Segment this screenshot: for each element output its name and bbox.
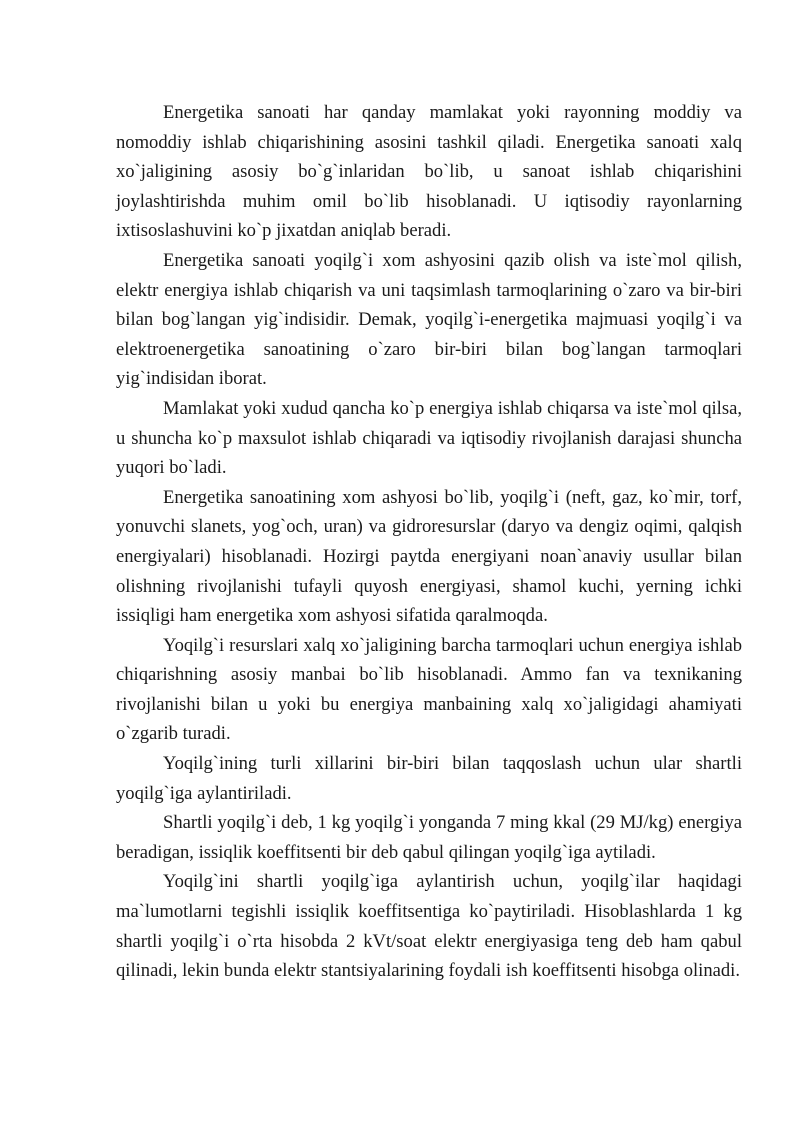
document-page: [116, 98, 742, 986]
paragraph-3: Mamlakat yoki xudud qancha ko`p energiya ishlab chiqarsa va iste`mol qilsa, u shuncha ko`p maxsulot ishlab chiqaradi va iqtisodiy rivojlanish darajasi shuncha yuqori bo`ladi.: [116, 397, 742, 479]
paragraph-2: Energetika sanoati yoqilg`i xom ashyosini qazib olish va iste`mol qilish, elektr energiya ishlab chiqarish va uni taqsimlash tarmoqlarining o`zaro va bir-biri bilan bog`langan yig`indisidir. Demak, yoqilg`i-energetika majmuasi yoqilg`i va elektroenergetika sanoatining o`zaro bir-biri bilan bog`langan tarmoqlari yig`indisidan iborat.: [116, 249, 742, 390]
paragraph-5: Yoqilg`i resurslari xalq xo`jaligining barcha tarmoqlari uchun energiya ishlab chiqarishning asosiy manbai bo`lib hisoblanadi. Ammo fan va texnikaning rivojlanishi bilan u yoki bu energiya manbaining xalq xo`jaligidagi ahamiyati o`zgarib turadi.: [116, 634, 742, 745]
paragraph-6: Yoqilg`ining turli xillarini bir-biri bilan taqqoslash uchun ular shartli yoqilg`iga aylantiriladi.: [116, 753, 742, 804]
paragraph-8: Yoqilg`ini shartli yoqilg`iga aylantirish uchun, yoqilg`ilar haqidagi ma`lumotlarni tegishli issiqlik koeffitsentiga ko`paytiriladi. Hisoblashlarda 1 kg shartli yoqilg`i o`rta hisobda 2 kVt/soat elektr energiyasiga teng deb ham qabul qilinadi, lekin bunda elektr stantsiyalarining foydali ish koeffitsenti hisobga olinadi.: [116, 871, 742, 982]
paragraph-4: Energetika sanoatining xom ashyosi bo`lib, yoqilg`i (neft, gaz, ko`mir, torf, yonuvchi slanets, yog`och, uran) va gidroresurslar (daryo va dengiz oqimi, qalqish energiyalari) hisoblanadi. Hozirgi paytda energiyani noan`anaviy usullar bilan olishning rivojlanishi tufayli quyosh energiyasi, shamol kuchi, yerning ichki issiqligi ham energetika xom ashyosi sifatida qaralmoqda.: [116, 486, 742, 627]
paragraph-7: Shartli yoqilg`i deb, 1 kg yoqilg`i yonganda 7 ming kkal (29 MJ/kg) energiya beradigan, issiqlik koeffitsenti bir deb qabul qilingan yoqilg`iga aytiladi.: [116, 812, 742, 863]
paragraph-1: Energetika sanoati har qanday mamlakat yoki rayonning moddiy va nomoddiy ishlab chiqarishining asosini tashkil qiladi. Energetika sanoati xalq xo`jaligining asosiy bo`g`inlaridan bo`lib, u sanoat ishlab chiqarishini joylashtirishda muhim omil bo`lib hisoblanadi. U iqtisodiy rayonlarning ixtisoslashuvini ko`p jixatdan aniqlab beradi.: [116, 102, 742, 242]
